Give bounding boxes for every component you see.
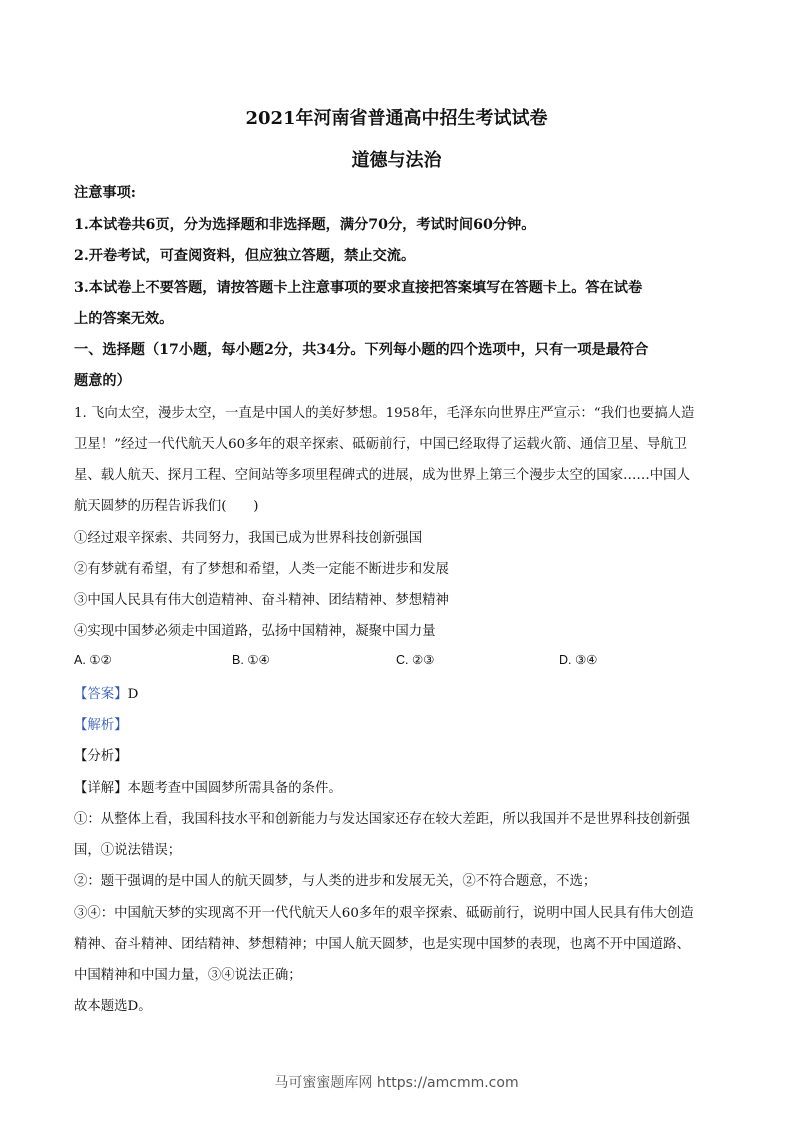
footer-watermark: 马可蜜蜜题库网 https://amcmm.com bbox=[274, 1075, 519, 1091]
answer-label: 【答案】 bbox=[74, 687, 128, 702]
detail-line: 国，①说法错误； bbox=[74, 843, 182, 858]
notes-heading: 注意事项: bbox=[74, 185, 136, 201]
detail-line: ③④：中国航天梦的实现离不开一代代航天人60多年的艰辛探索、砥砺前行，说明中国人民具有伟大创造 bbox=[74, 906, 694, 921]
statement: ③中国人民具有伟大创造精神、奋斗精神、团结精神、梦想精神 bbox=[74, 593, 449, 608]
detail-line: 【详解】本题考查中国圆梦所需具备的条件。 bbox=[74, 781, 342, 796]
exam-subject: 道德与法治 bbox=[351, 150, 442, 171]
section-heading: 一、选择题（17小题，每小题2分，共34分。下列每小题的四个选项中，只有一项是最符合 bbox=[74, 342, 649, 358]
notes-item: 上的答案无效。 bbox=[74, 311, 174, 327]
question-stem: 1. 飞向太空，漫步太空，一直是中国人的美好梦想。1958年，毛泽东向世界庄严宣示：“我们也要搞人造 bbox=[74, 406, 695, 421]
statement: ①经过艰辛探索、共同努力，我国已成为世界科技创新强国 bbox=[74, 531, 423, 546]
analysis-label: 【解析】 bbox=[74, 718, 128, 733]
detail-line: 故本题选D。 bbox=[74, 999, 152, 1014]
detail-line: ②：题干强调的是中国人的航天圆梦，与人类的进步和发展无关，②不符合题意，不选； bbox=[74, 874, 597, 889]
option-a: A. ①② bbox=[74, 653, 112, 667]
exam-title: 2021年河南省普通高中招生考试试卷 bbox=[245, 108, 548, 129]
option-c: C. ②③ bbox=[396, 653, 435, 667]
answer-value: D bbox=[127, 687, 139, 702]
fenxi-label: 【分析】 bbox=[74, 749, 128, 764]
detail-line: 精神、奋斗精神、团结精神、梦想精神；中国人航天圆梦，也是实现中国梦的表现，也离不开中国道路、 bbox=[74, 937, 690, 952]
notes-item: 3.本试卷上不要答题，请按答题卡上注意事项的要求直接把答案填写在答题卡上。答在试卷 bbox=[74, 280, 643, 296]
detail-line: 中国精神和中国力量，③④说法正确； bbox=[74, 968, 302, 983]
notes-item: 1.本试卷共6页，分为选择题和非选择题，满分70分，考试时间60分钟。 bbox=[74, 217, 536, 233]
notes-item: 2.开卷考试，可查阅资料，但应独立答题，禁止交流。 bbox=[74, 248, 416, 264]
question-stem: 卫星！”经过一代代航天人60多年的艰辛探索、砥砺前行，中国已经取得了运载火箭、通信卫星、导航卫 bbox=[74, 437, 688, 452]
answer-line bbox=[74, 683, 138, 702]
question-stem: 航天圆梦的历程告诉我们( ) bbox=[74, 499, 259, 514]
option-d: D. ③④ bbox=[559, 653, 598, 667]
statement: ④实现中国梦必须走中国道路，弘扬中国精神，凝聚中国力量 bbox=[74, 624, 436, 639]
question-stem: 星、载人航天、探月工程、空间站等多项里程碑式的进展，成为世界上第三个漫步太空的国家……中国人 bbox=[74, 468, 690, 483]
statement: ②有梦就有希望，有了梦想和希望，人类一定能不断进步和发展 bbox=[74, 562, 449, 577]
option-b: B. ①④ bbox=[232, 653, 270, 667]
section-heading: 题意的） bbox=[74, 373, 131, 389]
detail-line: ①：从整体上看，我国科技水平和创新能力与发达国家还存在较大差距，所以我国并不是世界科技创新强 bbox=[74, 812, 690, 827]
